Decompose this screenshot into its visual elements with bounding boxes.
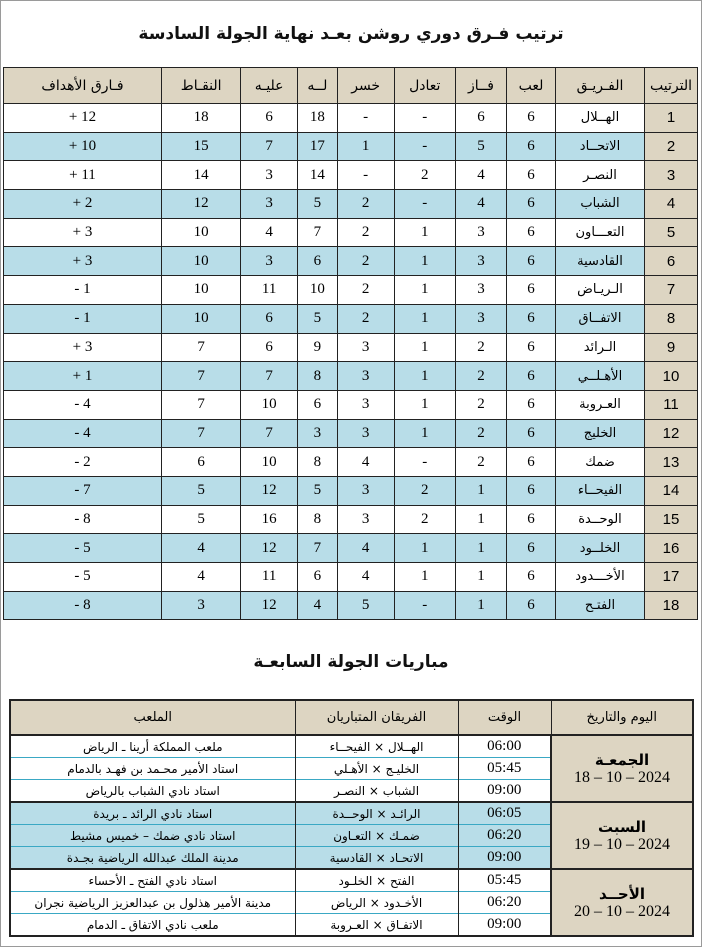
cell-rank: 9	[645, 333, 698, 362]
cell-played: 6	[507, 247, 556, 276]
cell-played: 6	[507, 104, 556, 133]
cell-played: 6	[507, 563, 556, 592]
table-row	[4, 476, 698, 505]
match-time: 05:45	[458, 869, 551, 892]
cell-goals-for: 14	[297, 161, 337, 190]
cell-rank: 6	[645, 247, 698, 276]
cell-points: 10	[161, 276, 240, 305]
cell-points: 5	[161, 505, 240, 534]
cell-rank: 5	[645, 218, 698, 247]
cell-lost: -	[337, 104, 394, 133]
cell-points: 7	[161, 362, 240, 391]
cell-played: 6	[507, 333, 556, 362]
cell-rank: 17	[645, 563, 698, 592]
cell-played: 6	[507, 362, 556, 391]
cell-points: 4	[161, 563, 240, 592]
cell-lost: 3	[337, 476, 394, 505]
cell-lost: 5	[337, 591, 394, 620]
match-time: 06:05	[458, 802, 551, 825]
cell-drawn: 1	[394, 333, 455, 362]
cell-goal-diff: 3 +	[4, 333, 162, 362]
cell-played: 6	[507, 132, 556, 161]
table-row	[4, 247, 698, 276]
fixtures-header-row	[10, 700, 693, 735]
table-row	[4, 333, 698, 362]
cell-drawn: 1	[394, 218, 455, 247]
cell-points: 10	[161, 218, 240, 247]
cell-points: 7	[161, 419, 240, 448]
cell-goal-diff: 2 -	[4, 448, 162, 477]
cell-goals-for: 6	[297, 247, 337, 276]
cell-goals-for: 3	[297, 419, 337, 448]
cell-team: الخلــود	[556, 534, 645, 563]
table-row	[4, 304, 698, 333]
cell-lost: 3	[337, 333, 394, 362]
cell-lost: 2	[337, 247, 394, 276]
table-row	[4, 362, 698, 391]
table-row	[4, 419, 698, 448]
match-date: 19 – 10 – 2024	[574, 835, 670, 853]
cell-goal-diff: 1 -	[4, 276, 162, 305]
cell-played: 6	[507, 419, 556, 448]
match-time: 05:45	[458, 758, 551, 780]
cell-won: 2	[455, 333, 506, 362]
cell-goals-against: 3	[241, 161, 298, 190]
cell-goal-diff: 12 +	[4, 104, 162, 133]
cell-points: 15	[161, 132, 240, 161]
cell-rank: 1	[645, 104, 698, 133]
header-points: النقـاط	[161, 68, 240, 104]
cell-played: 6	[507, 591, 556, 620]
match-time: 06:20	[458, 892, 551, 914]
cell-points: 12	[161, 190, 240, 219]
header-lost: خسر	[337, 68, 394, 104]
cell-won: 2	[455, 419, 506, 448]
cell-won: 3	[455, 276, 506, 305]
cell-played: 6	[507, 161, 556, 190]
cell-team: الاتحــاد	[556, 132, 645, 161]
match-venue: استاد نادي الفتح ـ الأحساء	[10, 869, 295, 892]
cell-team: التعـــاون	[556, 218, 645, 247]
cell-won: 4	[455, 190, 506, 219]
cell-won: 4	[455, 161, 506, 190]
cell-goals-against: 4	[241, 218, 298, 247]
cell-team: الفيحــاء	[556, 476, 645, 505]
cell-lost: 4	[337, 563, 394, 592]
cell-lost: 3	[337, 419, 394, 448]
cell-team: الفتـح	[556, 591, 645, 620]
header-goal-diff: فـارق الأهداف	[4, 68, 162, 104]
cell-goal-diff: 2 +	[4, 190, 162, 219]
cell-rank: 10	[645, 362, 698, 391]
match-teams: الخليـج × الأهـلي	[295, 758, 458, 780]
fixtures-title: مباريات الجولة السابعـة	[253, 652, 449, 672]
cell-won: 2	[455, 448, 506, 477]
header-teams: الفريقان المتباريان	[295, 700, 458, 735]
cell-goals-against: 12	[241, 591, 298, 620]
cell-won: 1	[455, 505, 506, 534]
header-team: الفـريـق	[556, 68, 645, 104]
cell-rank: 14	[645, 476, 698, 505]
cell-rank: 18	[645, 591, 698, 620]
cell-won: 3	[455, 218, 506, 247]
table-row	[4, 390, 698, 419]
cell-won: 2	[455, 390, 506, 419]
match-teams: الاتفـاق × العـروبة	[295, 914, 458, 937]
cell-goals-against: 10	[241, 390, 298, 419]
cell-goal-diff: 3 +	[4, 247, 162, 276]
cell-goals-for: 5	[297, 304, 337, 333]
day-name: الأحــد	[598, 884, 646, 903]
cell-played: 6	[507, 390, 556, 419]
match-venue: استاد الأمير محـمد بن فهـد بالدمام	[10, 758, 295, 780]
standings-table	[3, 67, 698, 620]
header-time: الوقت	[458, 700, 551, 735]
cell-team: الهــلال	[556, 104, 645, 133]
cell-drawn: -	[394, 190, 455, 219]
cell-lost: 2	[337, 218, 394, 247]
cell-rank: 4	[645, 190, 698, 219]
cell-drawn: 2	[394, 505, 455, 534]
match-venue: استاد نادي الرائد ـ بريدة	[10, 802, 295, 825]
cell-goals-for: 17	[297, 132, 337, 161]
match-date: 20 – 10 – 2024	[574, 902, 670, 920]
match-teams: الرائـد × الوحــدة	[295, 802, 458, 825]
cell-team: ضمك	[556, 448, 645, 477]
match-venue: ملعب نادي الاتفاق ـ الدمام	[10, 914, 295, 937]
cell-goals-against: 3	[241, 247, 298, 276]
table-row	[4, 161, 698, 190]
cell-won: 6	[455, 104, 506, 133]
header-goals-against: عليـه	[241, 68, 298, 104]
cell-goals-against: 7	[241, 362, 298, 391]
match-time: 09:00	[458, 914, 551, 937]
cell-team: الاتفــاق	[556, 304, 645, 333]
cell-points: 7	[161, 333, 240, 362]
cell-won: 5	[455, 132, 506, 161]
cell-goals-against: 11	[241, 276, 298, 305]
cell-goals-for: 5	[297, 190, 337, 219]
cell-goals-against: 12	[241, 534, 298, 563]
cell-lost: 3	[337, 362, 394, 391]
cell-goal-diff: 1 -	[4, 304, 162, 333]
cell-drawn: 1	[394, 304, 455, 333]
header-won: فــاز	[455, 68, 506, 104]
cell-drawn: -	[394, 132, 455, 161]
cell-goals-against: 10	[241, 448, 298, 477]
cell-lost: 2	[337, 190, 394, 219]
cell-goals-for: 7	[297, 534, 337, 563]
cell-team: الوحــدة	[556, 505, 645, 534]
cell-points: 7	[161, 390, 240, 419]
match-date: 18 – 10 – 2024	[574, 768, 670, 786]
table-row	[4, 132, 698, 161]
cell-goals-for: 18	[297, 104, 337, 133]
cell-drawn: 1	[394, 419, 455, 448]
match-venue: مدينة الملك عبدالله الرياضية بجـدة	[10, 847, 295, 870]
cell-team: الأخـــدود	[556, 563, 645, 592]
match-venue: مدينة الأمير هذلول بن عبدالعزيز الرياضية نجران	[10, 892, 295, 914]
table-row	[4, 591, 698, 620]
cell-goals-against: 6	[241, 104, 298, 133]
header-rank: الترتيب	[645, 68, 698, 104]
standings-header-row	[4, 68, 698, 104]
cell-goals-against: 7	[241, 419, 298, 448]
cell-lost: 3	[337, 390, 394, 419]
cell-drawn: 1	[394, 534, 455, 563]
cell-won: 1	[455, 563, 506, 592]
cell-team: الخليج	[556, 419, 645, 448]
cell-drawn: 1	[394, 563, 455, 592]
cell-drawn: 2	[394, 161, 455, 190]
cell-goals-for: 8	[297, 505, 337, 534]
cell-goal-diff: 11 +	[4, 161, 162, 190]
cell-team: الشباب	[556, 190, 645, 219]
cell-points: 18	[161, 104, 240, 133]
cell-goals-for: 9	[297, 333, 337, 362]
cell-goal-diff: 5 -	[4, 534, 162, 563]
header-played: لعب	[507, 68, 556, 104]
cell-goals-against: 16	[241, 505, 298, 534]
table-row	[4, 505, 698, 534]
cell-points: 10	[161, 247, 240, 276]
table-row	[4, 104, 698, 133]
cell-won: 1	[455, 476, 506, 505]
cell-lost: 3	[337, 505, 394, 534]
cell-won: 2	[455, 362, 506, 391]
cell-lost: 4	[337, 448, 394, 477]
match-venue: ملعب المملكة أرينا ـ الرياض	[10, 735, 295, 758]
cell-rank: 12	[645, 419, 698, 448]
cell-team: القادسية	[556, 247, 645, 276]
table-row	[4, 448, 698, 477]
cell-team: الأهـلــي	[556, 362, 645, 391]
cell-drawn: 1	[394, 362, 455, 391]
match-teams: الفتح × الخلـود	[295, 869, 458, 892]
cell-goals-against: 12	[241, 476, 298, 505]
match-time: 09:00	[458, 780, 551, 803]
fixture-row	[10, 869, 693, 892]
match-time: 06:00	[458, 735, 551, 758]
standings-title: ترتيب فـرق دوري روشن بعـد نهاية الجولة السادسة	[138, 24, 564, 44]
cell-team: الـريـاض	[556, 276, 645, 305]
day-date-cell	[551, 735, 693, 802]
cell-goals-for: 6	[297, 390, 337, 419]
cell-goals-against: 6	[241, 304, 298, 333]
cell-goal-diff: 10 +	[4, 132, 162, 161]
cell-points: 14	[161, 161, 240, 190]
cell-lost: 2	[337, 304, 394, 333]
cell-lost: 2	[337, 276, 394, 305]
cell-goal-diff: 3 +	[4, 218, 162, 247]
header-venue: الملعب	[10, 700, 295, 735]
match-teams: الهــلال × الفيحــاء	[295, 735, 458, 758]
cell-played: 6	[507, 534, 556, 563]
cell-goals-for: 7	[297, 218, 337, 247]
cell-points: 3	[161, 591, 240, 620]
cell-won: 1	[455, 591, 506, 620]
match-teams: الاتحـاد × القادسية	[295, 847, 458, 870]
cell-goal-diff: 8 -	[4, 591, 162, 620]
cell-goals-against: 6	[241, 333, 298, 362]
cell-drawn: 1	[394, 247, 455, 276]
match-teams: الشباب × النصـر	[295, 780, 458, 803]
match-time: 09:00	[458, 847, 551, 870]
cell-played: 6	[507, 505, 556, 534]
cell-team: الـرائد	[556, 333, 645, 362]
cell-drawn: 1	[394, 390, 455, 419]
header-goals-for: لــه	[297, 68, 337, 104]
cell-won: 1	[455, 534, 506, 563]
cell-rank: 7	[645, 276, 698, 305]
cell-played: 6	[507, 476, 556, 505]
header-drawn: تعادل	[394, 68, 455, 104]
day-name: السبت	[597, 817, 647, 836]
cell-team: النصـر	[556, 161, 645, 190]
match-teams: ضمـك × التعـاون	[295, 825, 458, 847]
cell-goals-for: 6	[297, 563, 337, 592]
cell-drawn: -	[394, 448, 455, 477]
match-venue: استاد نادي الشباب بالرياض	[10, 780, 295, 803]
cell-goals-against: 3	[241, 190, 298, 219]
cell-lost: -	[337, 161, 394, 190]
cell-points: 4	[161, 534, 240, 563]
cell-played: 6	[507, 304, 556, 333]
cell-rank: 3	[645, 161, 698, 190]
cell-won: 3	[455, 304, 506, 333]
cell-goals-for: 5	[297, 476, 337, 505]
fixtures-table	[9, 699, 694, 937]
match-teams: الأخـدود × الرياض	[295, 892, 458, 914]
cell-goal-diff: 8 -	[4, 505, 162, 534]
cell-drawn: 2	[394, 476, 455, 505]
cell-goal-diff: 5 -	[4, 563, 162, 592]
cell-goals-against: 11	[241, 563, 298, 592]
cell-drawn: -	[394, 591, 455, 620]
cell-rank: 13	[645, 448, 698, 477]
header-day-date: اليوم والتاريخ	[551, 700, 693, 735]
cell-rank: 11	[645, 390, 698, 419]
table-row	[4, 190, 698, 219]
cell-points: 5	[161, 476, 240, 505]
cell-goals-for: 10	[297, 276, 337, 305]
cell-played: 6	[507, 190, 556, 219]
cell-goals-for: 8	[297, 448, 337, 477]
cell-goals-against: 7	[241, 132, 298, 161]
fixture-row	[10, 735, 693, 758]
table-row	[4, 563, 698, 592]
cell-lost: 1	[337, 132, 394, 161]
cell-goals-for: 8	[297, 362, 337, 391]
cell-rank: 16	[645, 534, 698, 563]
cell-played: 6	[507, 276, 556, 305]
fixture-row	[10, 802, 693, 825]
cell-played: 6	[507, 448, 556, 477]
day-date-cell	[551, 869, 693, 936]
cell-goals-for: 4	[297, 591, 337, 620]
cell-points: 10	[161, 304, 240, 333]
cell-goal-diff: 4 -	[4, 390, 162, 419]
cell-team: العـروبة	[556, 390, 645, 419]
day-date-cell	[551, 802, 693, 869]
cell-drawn: -	[394, 104, 455, 133]
match-venue: استاد نادي ضمك – خميس مشيط	[10, 825, 295, 847]
cell-rank: 8	[645, 304, 698, 333]
day-name: الجمعـة	[594, 750, 650, 769]
table-row	[4, 534, 698, 563]
cell-goal-diff: 1 +	[4, 362, 162, 391]
match-time: 06:20	[458, 825, 551, 847]
cell-points: 6	[161, 448, 240, 477]
cell-goal-diff: 4 -	[4, 419, 162, 448]
cell-rank: 15	[645, 505, 698, 534]
table-row	[4, 218, 698, 247]
table-row	[4, 276, 698, 305]
cell-drawn: 1	[394, 276, 455, 305]
cell-goal-diff: 7 -	[4, 476, 162, 505]
cell-rank: 2	[645, 132, 698, 161]
cell-won: 3	[455, 247, 506, 276]
cell-lost: 4	[337, 534, 394, 563]
cell-played: 6	[507, 218, 556, 247]
